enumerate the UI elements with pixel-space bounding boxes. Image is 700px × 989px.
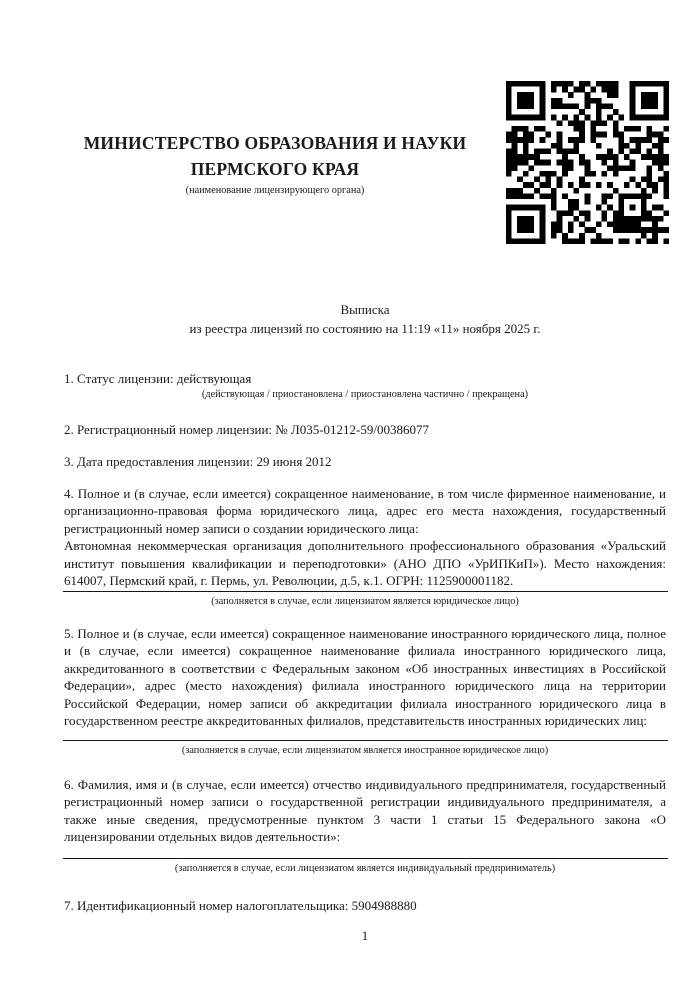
- ministry-name-line1: МИНИСТЕРСТВО ОБРАЗОВАНИЯ И НАУКИ: [83, 133, 467, 153]
- item-7-taxpayer-id: 7. Идентификационный номер налогоплательщика: 5904988880: [64, 898, 417, 913]
- item-1-status-options-caption: (действующая / приостановлена / приостановлена частично / прекращена): [201, 389, 529, 400]
- item-1-license-status: 1. Статус лицензии: действующая: [64, 371, 252, 386]
- item-6-underline: [63, 858, 668, 859]
- item-4-legal-entity: [64, 485, 666, 589]
- ministry-name-caption: (наименование лицензирующего органа): [185, 185, 365, 196]
- document-title-line1: Выписка: [340, 302, 390, 317]
- item-5-foreign-entity: 5. Полное и (в случае, если имеется) сокращенное наименование иностранного юридического лица, полное и (в случае, если имеется) сокращенное наименование филиала иностранного юридического лица, аккредитованного в соответствии с Федеральным законом «Об иностранных инвестициях в Российской Федерации», адрес (место нахождения) филиала иностранного юридического лица на территории Российской Федерации, номер записи об аккредитации филиала иностранного юридического лица в государственном реестре аккредитованных филиалов, представительств иностранных юридических лиц:: [64, 626, 666, 729]
- item-6-caption: (заполняется в случае, если лицензиатом является индивидуальный предприниматель): [174, 863, 556, 874]
- document-title: [64, 301, 666, 338]
- document-title-line2: из реестра лицензий по состоянию на 11:19 «11» ноября 2025 г.: [189, 320, 541, 336]
- item-5-caption: (заполняется в случае, если лицензиатом является иностранное юридическое лицо): [181, 745, 549, 756]
- ministry-name-line2: ПЕРМСКОГО КРАЯ: [190, 159, 360, 179]
- item-3-license-grant-date: 3. Дата предоставления лицензии: 29 июня 2012: [64, 454, 332, 469]
- item-6-individual-entrepreneur: 6. Фамилия, имя и (в случае, если имеется) отчество индивидуального предпринимателя, государственный регистрационный номер записи о государственной регистрации индивидуального предпринимателя, а также иные сведения, предусмотренные пунктом 3 части 1 статьи 15 Федерального закона «О лицензировании отдельных видов деятельности»:: [64, 777, 666, 845]
- item-2-registration-number: 2. Регистрационный номер лицензии: № Л035-01212-59/00386077: [64, 422, 430, 437]
- item-4-underline: [63, 591, 668, 592]
- item-4-entity-value: Автономная некоммерческая организация дополнительного профессионального образования «Уральский институт повышения квалификации и переподготовки» (АНО ДПО «УрИПКиП»). Место нахождения: 614007, Пермский край, г. Пермь, ул. Революции, д.5, к.1. ОГРН: 1125900001182.: [64, 538, 666, 589]
- licensing-authority-header: [57, 130, 493, 196]
- page-number: 1: [361, 928, 369, 943]
- item-5-underline: [63, 740, 668, 741]
- qr-code: [506, 81, 669, 244]
- item-4-caption: (заполняется в случае, если лицензиатом является юридическое лицо): [211, 596, 519, 607]
- qr-code-image: [506, 81, 669, 244]
- item-4-statement: 4. Полное и (в случае, если имеется) сокращенное наименование, в том числе фирменное наименование, и организационно-правовая форма юридического лица, адрес его места нахождения, государственный регистрационный номер записи о создании юридического лица:: [64, 486, 666, 536]
